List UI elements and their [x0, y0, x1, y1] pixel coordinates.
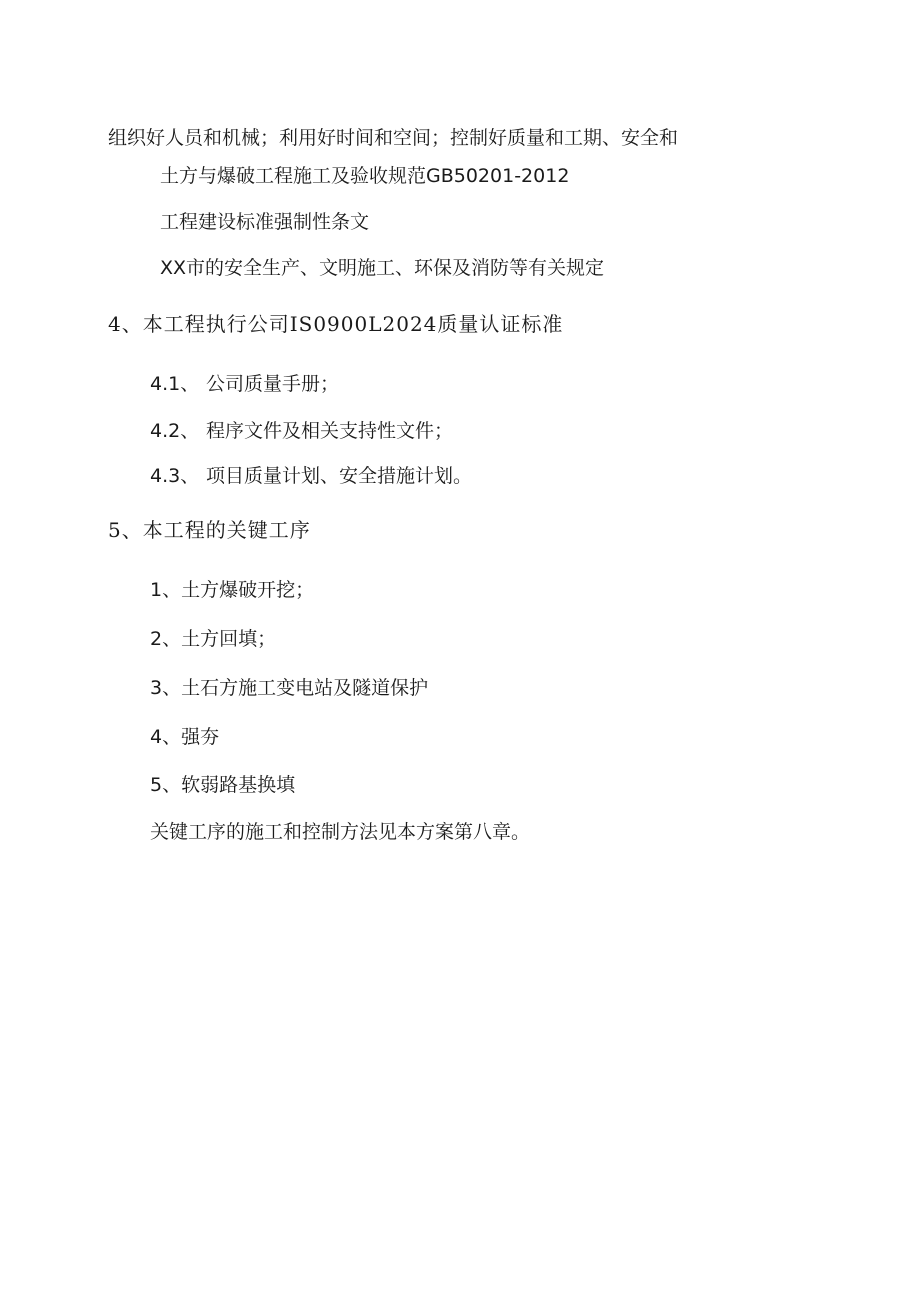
section-5-item: 2、土方回填；: [150, 628, 277, 650]
section-5-item: 4、强夯: [150, 726, 220, 748]
section-5-item: 5、软弱路基换填: [150, 774, 296, 796]
section-4-item: [150, 464, 472, 488]
reference-item: 工程建设标准强制性条文: [160, 211, 370, 233]
item-number: 4.2、: [150, 420, 200, 442]
section-5-heading: 5、本工程的关键工序: [108, 518, 311, 542]
reference-item: XX市的安全生产、文明施工、环保及消防等有关规定: [160, 257, 605, 279]
section-4-item: [150, 419, 453, 443]
item-number: 4.3、: [150, 465, 200, 487]
section-5-item: 1、土方爆破开挖；: [150, 579, 315, 601]
item-text: 程序文件及相关支持性文件；: [206, 420, 454, 442]
section-4-item: [150, 372, 339, 396]
section-4-heading: 4、本工程执行公司IS0900L2024质量认证标准: [108, 312, 564, 336]
section-5-item: 3、土石方施工变电站及隧道保护: [150, 677, 429, 699]
item-text: 公司质量手册；: [206, 373, 340, 395]
item-number: 4.1、: [150, 373, 200, 395]
intro-line: 组织好人员和机械；利用好时间和空间；控制好质量和工期、安全和: [108, 127, 679, 149]
item-text: 项目质量计划、安全措施计划。: [206, 465, 473, 487]
section-5-note: 关键工序的施工和控制方法见本方案第八章。: [150, 821, 531, 843]
reference-item: 土方与爆破工程施工及验收规范GB50201-2012: [160, 165, 570, 187]
